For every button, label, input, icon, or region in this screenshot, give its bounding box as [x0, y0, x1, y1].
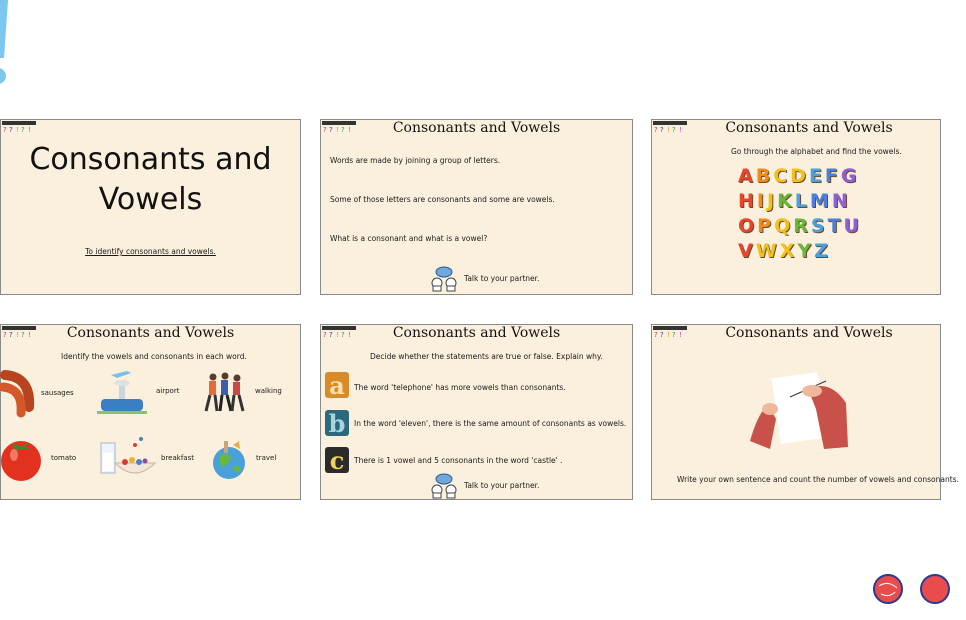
speech-bubbles-icon: [426, 472, 462, 498]
alphabet-row: [738, 213, 878, 238]
alphabet-letter: M: [809, 189, 829, 212]
alphabet-letter: V: [738, 239, 753, 262]
talk-label: Talk to your partner.: [464, 480, 540, 490]
alphabet-letter: P: [757, 214, 772, 237]
alphabet-letter: B: [755, 164, 771, 187]
talk-prompt: [426, 472, 539, 498]
alphabet-letter: D: [790, 164, 806, 187]
breakfast-icon: [99, 433, 155, 483]
svg-text:?: ?: [3, 126, 7, 134]
svg-text:!: !: [348, 126, 351, 134]
svg-text:!: !: [16, 126, 19, 134]
svg-text:?: ?: [21, 126, 25, 134]
alphabet-letter: O: [738, 214, 755, 237]
alphabet-letter: A: [738, 164, 753, 187]
svg-text:!: !: [679, 331, 682, 339]
statement-text: There is 1 vowel and 5 consonants in the word 'castle' .: [354, 456, 563, 465]
word-label: airport: [156, 387, 180, 395]
svg-text:?: ?: [21, 331, 25, 339]
alphabet-row: [738, 188, 878, 213]
svg-text:?: ?: [654, 126, 658, 134]
svg-text:?: ?: [323, 126, 327, 134]
alphabet-grid: [738, 163, 878, 263]
alphabet-letter: Q: [774, 214, 791, 237]
svg-text:?: ?: [341, 126, 345, 134]
writing-hand-icon: [750, 369, 850, 451]
slide-thumbnail-1[interactable]: [0, 119, 301, 295]
slide-title: Consonants and Vowels: [66, 325, 235, 341]
svg-text:!: !: [667, 331, 670, 339]
slide-title: Consonants and Vowels: [725, 325, 893, 341]
airport-icon: [97, 369, 147, 415]
alphabet-row: [738, 163, 878, 188]
letter-a-icon: a: [325, 372, 349, 398]
svg-text:?: ?: [9, 126, 13, 134]
svg-text:!: !: [348, 331, 351, 339]
word-label: sausages: [41, 389, 74, 397]
svg-text:?: ?: [323, 331, 327, 339]
svg-text:?: ?: [660, 126, 664, 134]
alphabet-letter: G: [840, 164, 857, 187]
svg-text:?: ?: [672, 126, 676, 134]
walking-icon: [201, 371, 247, 415]
svg-text:!: !: [336, 331, 339, 339]
slide-thumbnail-2[interactable]: [320, 119, 633, 295]
alphabet-letter: T: [827, 214, 841, 237]
svg-text:!: !: [336, 126, 339, 134]
slide-instruction: Go through the alphabet and find the vowels.: [731, 147, 902, 156]
slide-thumbnail-5[interactable]: [320, 324, 633, 500]
talk-label: Talk to your partner.: [464, 273, 540, 283]
exclamation-decoration: [0, 0, 10, 86]
letter-b-icon: b: [325, 410, 349, 436]
alphabet-letter: W: [755, 239, 777, 262]
word-label: travel: [256, 454, 277, 462]
alphabet-letter: N: [831, 189, 848, 212]
slide-instruction: Write your own sentence and count the number of vowels and consonants.: [677, 475, 959, 484]
talk-prompt: [426, 265, 539, 291]
svg-text:?: ?: [654, 331, 658, 339]
alphabet-letter: K: [777, 189, 792, 212]
alphabet-letter: J: [766, 189, 775, 212]
learning-objective: To identify consonants and vowels.: [85, 247, 216, 256]
school-logo-icon: [2, 121, 36, 133]
statement-text: The word 'telephone' has more vowels than consonants.: [354, 383, 566, 392]
statement-text: In the word 'eleven', there is the same amount of consonants as vowels.: [354, 419, 627, 428]
alphabet-letter: Z: [814, 239, 828, 262]
tomato-icon: [1, 433, 45, 483]
svg-text:!: !: [28, 126, 31, 134]
alphabet-letter: X: [779, 239, 795, 262]
slide-title: Consonants and Vowels: [725, 120, 893, 136]
svg-text:!: !: [679, 126, 682, 134]
alphabet-letter: L: [794, 189, 807, 212]
sausages-icon: [1, 369, 41, 415]
word-label: walking: [255, 387, 282, 395]
svg-text:?: ?: [3, 331, 7, 339]
alphabet-row: [738, 238, 878, 263]
word-label: breakfast: [161, 454, 194, 462]
letter-c-icon: c: [325, 447, 349, 473]
alphabet-letter: S: [810, 214, 825, 237]
travel-icon: [209, 439, 249, 481]
svg-text:?: ?: [672, 331, 676, 339]
svg-text:!: !: [16, 331, 19, 339]
word-label: tomato: [51, 454, 77, 462]
alphabet-letter: F: [824, 164, 838, 187]
alphabet-letter: E: [808, 164, 822, 187]
svg-text:!: !: [667, 126, 670, 134]
slide-instruction: Decide whether the statements are true or false. Explain why.: [370, 352, 603, 361]
alphabet-letter: H: [738, 189, 754, 212]
slide-text-line: Words are made by joining a group of letters.: [330, 156, 501, 165]
svg-text:?: ?: [329, 126, 333, 134]
alphabet-letter: R: [793, 214, 808, 237]
alphabet-letter: Y: [797, 239, 812, 262]
slide-title: Consonants and Vowels: [29, 142, 272, 217]
svg-text:!: !: [28, 331, 31, 339]
red-circle-icon[interactable]: [873, 574, 903, 604]
svg-text:?: ?: [9, 331, 13, 339]
svg-text:?: ?: [660, 331, 664, 339]
slide-text-line: What is a consonant and what is a vowel?: [330, 234, 488, 243]
alphabet-letter: C: [773, 164, 788, 187]
slide-title: Consonants and Vowels: [392, 325, 561, 341]
slide-thumbnail-6[interactable]: [651, 324, 959, 500]
svg-text:?: ?: [329, 331, 333, 339]
speech-bubbles-icon: [426, 265, 462, 291]
alphabet-letter: U: [843, 214, 859, 237]
slide-instruction: Identify the vowels and consonants in each word.: [61, 352, 247, 361]
slide-thumbnail-4[interactable]: [0, 324, 301, 500]
slide-text-line: Some of those letters are consonants and some are vowels.: [330, 195, 555, 204]
svg-text:?: ?: [341, 331, 345, 339]
alphabet-letter: I: [756, 189, 764, 212]
slide-thumbnail-3[interactable]: [651, 119, 941, 295]
slide-title: Consonants and Vowels: [392, 120, 561, 136]
red-circle-icon[interactable]: [920, 574, 950, 604]
